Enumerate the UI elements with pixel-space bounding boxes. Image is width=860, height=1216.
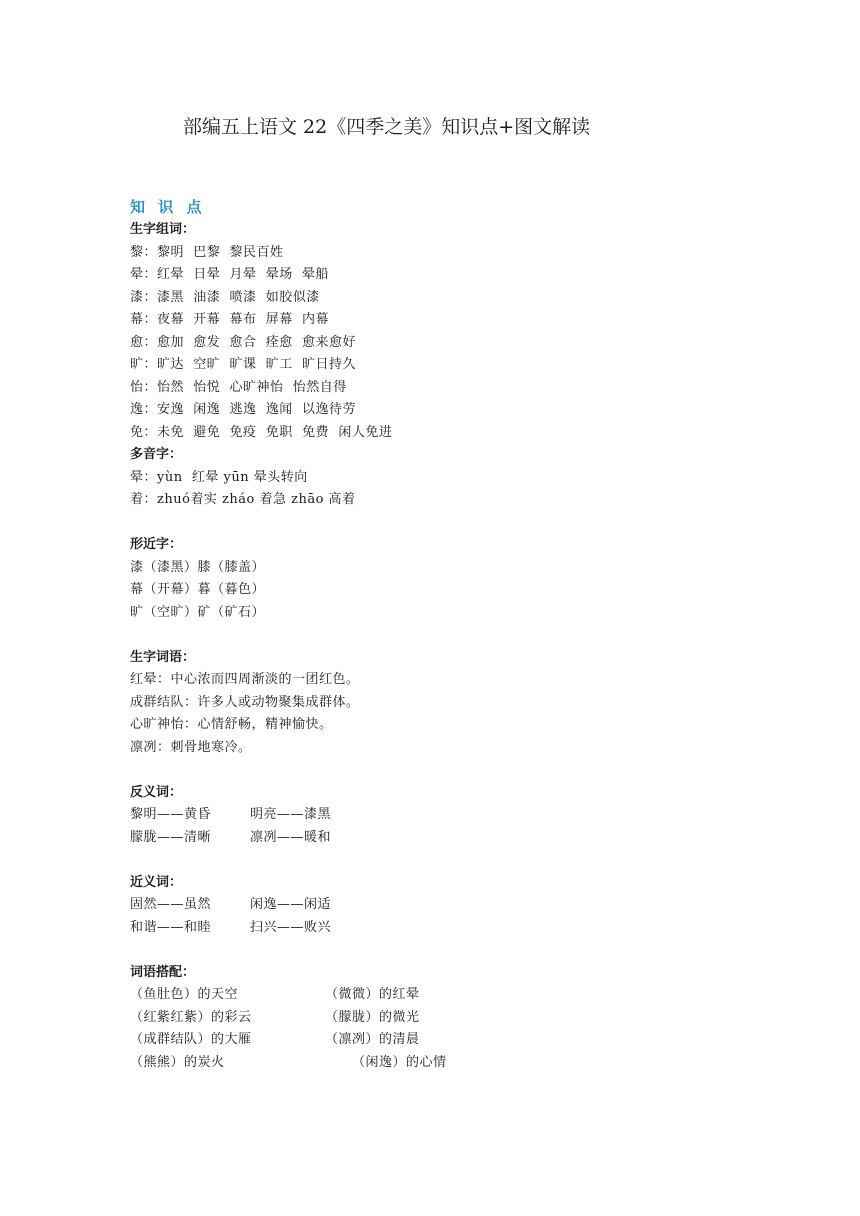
similar-chars-line: 旷（空旷）矿（矿石） [130,604,266,620]
collocation-item: （红紫红紫）的彩云 [130,1009,252,1025]
polyphone-line: 晕：yùn 红晕 yūn 晕头转向 [130,469,308,485]
new-words-line: 漆：漆黑 油漆 喷漆 如胶似漆 [130,289,320,305]
collocations-heading: 词语搭配： [130,964,196,980]
new-words-line: 幕：夜幕 开幕 幕布 屏幕 内幕 [130,312,330,327]
synonyms-heading: 近义词： [130,874,183,890]
collocation-item: （成群结队）的大雁 [130,1032,252,1047]
collocation-item: （熊熊）的炭火 [130,1054,225,1070]
polyphone-line: 着：zhuó着实 zháo 着急 zhāo 高着 [130,492,356,507]
synonym-pair: 闲逸——闲适 [250,897,332,912]
section-title: 知 识 点 [130,198,206,216]
antonyms-heading: 反义词： [130,784,183,800]
collocation-row [130,1029,770,1052]
synonym-pair: 和谐——和睦 [130,919,212,935]
polyphones-heading: 多音字： [130,447,183,462]
new-words-line: 逸：安逸 闲逸 逃逸 逸闻 以逸待劳 [130,402,357,417]
antonym-pair: 朦胧——清晰 [130,829,212,845]
synonym-row [130,917,770,940]
vocab-line: 红晕：中心浓而四周渐淡的一团红色。 [130,672,360,687]
vocab-heading: 生字词语： [130,649,196,665]
collocation-item: （微微）的红晕 [325,987,420,1002]
collocation-item: （凛冽）的清晨 [325,1032,420,1047]
antonym-pair: 凛冽——暖和 [250,829,332,845]
collocation-item: （鱼肚色）的天空 [130,987,239,1002]
new-words-line: 黎：黎明 巴黎 黎民百姓 [130,244,284,260]
antonym-row [130,827,770,850]
similar-chars-heading: 形近字： [130,537,183,552]
antonym-row [130,804,770,827]
new-words-heading: 生字组词： [130,222,196,237]
collocation-row [130,1007,770,1030]
document-title: 部编五上语文 22《四季之美》知识点+图文解读 [183,116,591,138]
vocab-line: 凛冽：刺骨地寒冷。 [130,739,252,755]
new-words-line: 免：未免 避免 免疫 免职 免费 闲人免进 [130,424,393,440]
similar-chars-line: 漆（漆黑）膝（膝盖） [130,559,266,575]
new-words-line: 怡：怡然 怡悦 心旷神怡 怡然自得 [130,379,347,395]
vocab-line: 心旷神怡：心情舒畅，精神愉快。 [130,717,333,732]
antonym-pair: 明亮——漆黑 [250,807,332,822]
knowledge-content [130,195,770,1074]
new-words-line: 旷：旷达 空旷 旷课 旷工 旷日持久 [130,357,357,372]
collocation-row [130,984,770,1007]
vocab-line: 成群结队：许多人或动物聚集成群体。 [130,694,360,710]
collocation-item: （闲逸）的心情 [352,1054,447,1070]
new-words-line: 愈：愈加 愈发 愈合 痊愈 愈来愈好 [130,334,357,350]
collocation-item: （朦胧）的微光 [325,1009,420,1025]
similar-chars-line: 幕（开幕）暮（暮色） [130,582,266,597]
antonym-pair: 黎明——黄昏 [130,807,212,822]
collocation-row [130,1052,770,1075]
synonym-pair: 固然——虽然 [130,897,212,912]
synonym-row [130,894,770,917]
new-words-line: 晕：红晕 日晕 月晕 晕场 晕船 [130,267,330,282]
synonym-pair: 扫兴——败兴 [250,919,332,935]
